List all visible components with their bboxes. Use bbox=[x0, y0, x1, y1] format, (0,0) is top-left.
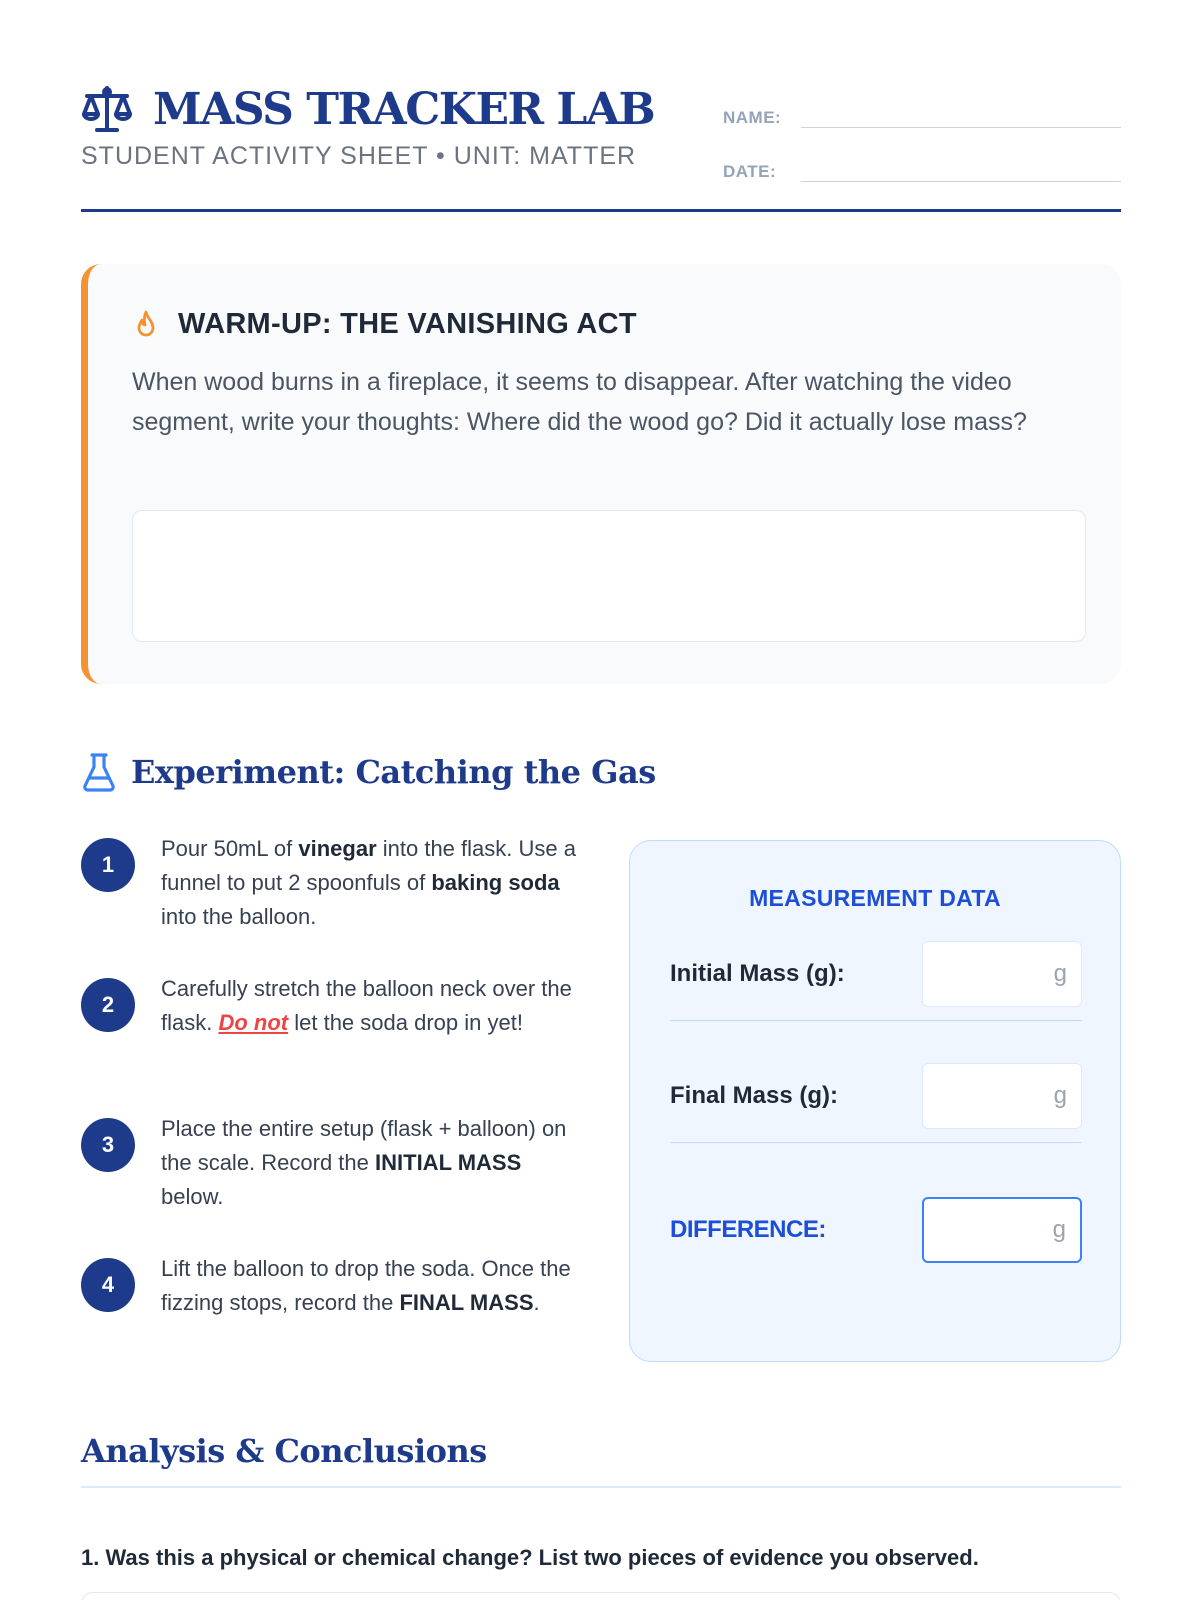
step-number: 1 bbox=[81, 838, 135, 892]
initial-mass-row bbox=[670, 941, 1082, 1021]
experiment-heading bbox=[81, 752, 656, 792]
step-warning: Do not bbox=[218, 1010, 289, 1035]
name-label: NAME: bbox=[723, 108, 782, 127]
page-subtitle: STUDENT ACTIVITY SHEET • UNIT: MATTER bbox=[81, 142, 637, 170]
step-text-part: let the soda drop in yet! bbox=[288, 1010, 523, 1035]
initial-mass-label: Initial Mass (g): bbox=[670, 960, 845, 987]
scale-icon bbox=[81, 84, 133, 134]
warmup-prompt: When wood burns in a fireplace, it seems to disappear. After watching the video segment, write your thoughts: Where did the wood go? Did it actually lose mass? bbox=[132, 368, 1027, 436]
page-title: MASS TRACKER LAB bbox=[153, 83, 655, 135]
step-keyword: baking soda bbox=[431, 870, 560, 895]
question-1-answer-box[interactable] bbox=[81, 1592, 1121, 1600]
step-text bbox=[161, 832, 581, 934]
difference-label: DIFFERENCE: bbox=[670, 1216, 826, 1243]
step-text bbox=[161, 1252, 581, 1320]
difference-row bbox=[670, 1197, 1082, 1263]
student-fields bbox=[723, 88, 1121, 196]
step-text-part: Carefully stretch the balloon neck over the flask. bbox=[161, 976, 572, 1035]
final-mass-label: Final Mass (g): bbox=[670, 1082, 839, 1109]
step-keyword: FINAL MASS bbox=[399, 1290, 534, 1315]
worksheet-header bbox=[81, 80, 1121, 212]
warmup-heading bbox=[132, 308, 637, 341]
step-number: 3 bbox=[81, 1118, 135, 1172]
step-text-part: into the balloon. bbox=[161, 904, 317, 929]
experiment-title: Experiment: Catching the Gas bbox=[131, 753, 656, 791]
step-number: 4 bbox=[81, 1258, 135, 1312]
analysis-title: Analysis & Conclusions bbox=[81, 1432, 487, 1470]
warmup-answer-box[interactable] bbox=[132, 510, 1086, 642]
brand bbox=[81, 80, 654, 171]
step-number: 2 bbox=[81, 978, 135, 1032]
step-keyword: vinegar bbox=[298, 836, 377, 861]
unit-label: g bbox=[1053, 1082, 1067, 1109]
date-input-line[interactable] bbox=[801, 152, 1121, 182]
step-text-part: into the flask. Use a funnel to put 2 spoonfuls of bbox=[161, 836, 576, 895]
flame-icon bbox=[132, 309, 160, 341]
step-text-part: Lift the balloon to drop the soda. Once the fizzing stops, record the bbox=[161, 1256, 571, 1315]
measurement-panel bbox=[629, 840, 1121, 1362]
difference-input[interactable] bbox=[922, 1197, 1082, 1263]
step-text bbox=[161, 1112, 581, 1214]
step-text-part: . bbox=[533, 1290, 540, 1315]
step-keyword: INITIAL MASS bbox=[375, 1150, 522, 1175]
warmup-card bbox=[81, 264, 1121, 684]
unit-label: g bbox=[1052, 1216, 1066, 1243]
step-text-part: Pour 50mL of bbox=[161, 836, 299, 861]
name-input-line[interactable] bbox=[801, 98, 1121, 128]
initial-mass-input[interactable] bbox=[922, 941, 1082, 1007]
final-mass-row bbox=[670, 1063, 1082, 1143]
unit-label: g bbox=[1053, 960, 1067, 987]
analysis-heading bbox=[81, 1432, 1121, 1488]
name-field bbox=[723, 88, 1121, 128]
final-mass-input[interactable] bbox=[922, 1063, 1082, 1129]
date-label: DATE: bbox=[723, 162, 777, 181]
step-text-part: Place the entire setup (flask + balloon) on the scale. Record the bbox=[161, 1116, 567, 1175]
step-text bbox=[161, 972, 581, 1040]
flask-icon bbox=[81, 752, 117, 792]
step-text-part: below. bbox=[161, 1184, 224, 1209]
warmup-title: WARM-UP: THE VANISHING ACT bbox=[178, 308, 637, 340]
question-1: 1. Was this a physical or chemical change? List two pieces of evidence you observed. bbox=[81, 1545, 979, 1570]
measurement-title: MEASUREMENT DATA bbox=[749, 885, 1001, 911]
date-field bbox=[723, 142, 1121, 182]
